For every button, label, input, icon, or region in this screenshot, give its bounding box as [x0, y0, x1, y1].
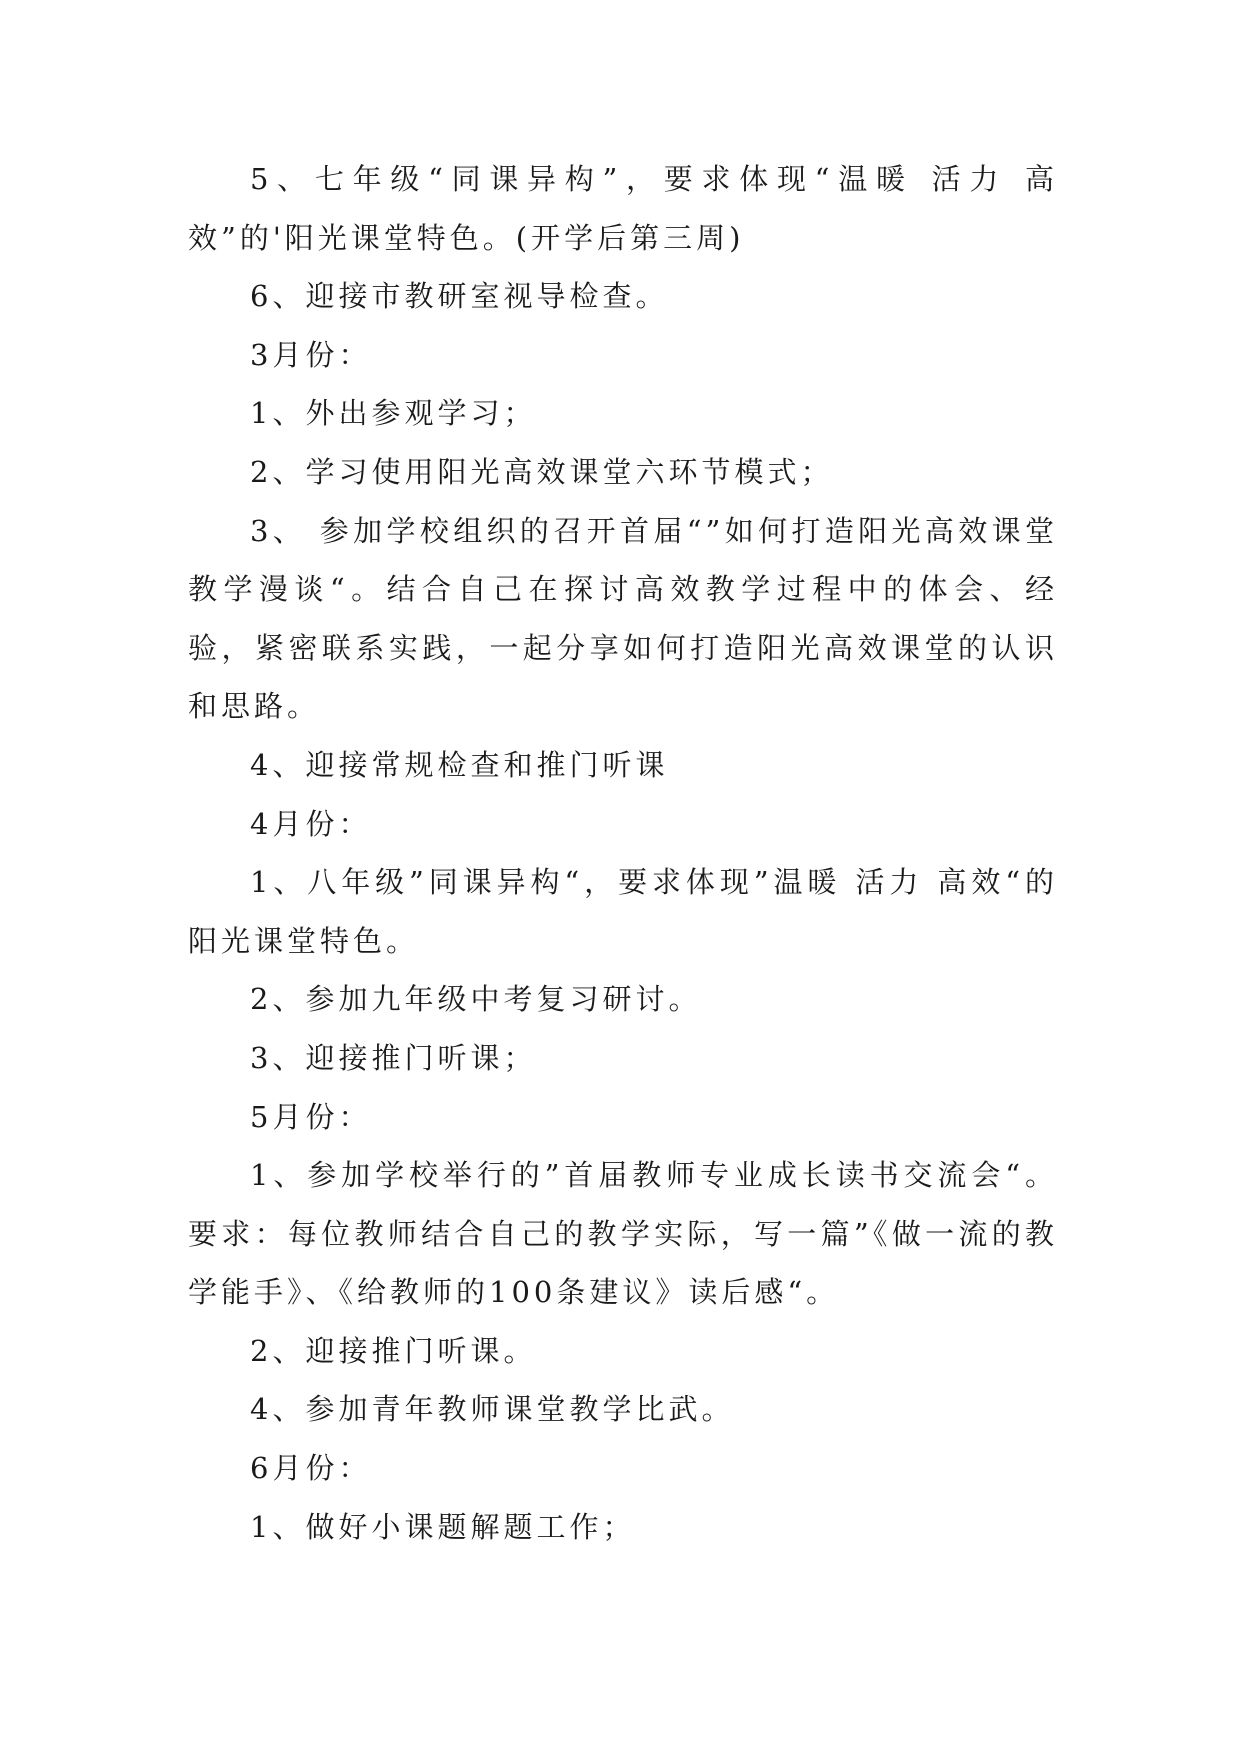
month-heading-may: 5月份： — [250, 1099, 372, 1134]
month-heading-june: 6月份： — [250, 1451, 372, 1486]
paragraph-march-3: 3、 参加学校组织的召开首届“”如何打造阳光高效课堂教学漫谈“。结合自己在探讨高效教学过程中的体会、经验，紧密联系实践，一起分享如何打造阳光高效课堂的认识和思路。 — [188, 513, 1058, 724]
paragraph-march-2: 2、学习使用阳光高效课堂六环节模式； — [250, 454, 834, 489]
paragraph-april-1: 1、八年级”同课异构“，要求体现”温暖 活力 高效“的阳光课堂特色。 — [188, 865, 1058, 958]
paragraph-item-6-inspection: 6、迎接市教研室视导检查。 — [250, 279, 669, 314]
month-heading-march: 3月份： — [250, 337, 372, 372]
month-heading-april: 4月份： — [250, 806, 372, 841]
paragraph-may-1: 1、参加学校举行的”首届教师专业成长读书交流会“。要求：每位教师结合自己的教学实际，写一篇”《做一流的教学能手》、《给教师的100条建议》读后感“。 — [188, 1158, 1058, 1310]
paragraph-april-2: 2、参加九年级中考复习研讨。 — [250, 982, 702, 1017]
paragraph-june-1: 1、做好小课题解题工作； — [250, 1509, 636, 1544]
paragraph-may-2: 2、迎接推门听课。 — [250, 1333, 537, 1368]
paragraph-may-4: 4、参加青年教师课堂教学比武。 — [250, 1392, 735, 1427]
document-body — [188, 150, 1058, 1556]
paragraph-march-1: 1、外出参观学习； — [250, 396, 537, 431]
paragraph-march-4: 4、迎接常规检查和推门听课 — [250, 747, 669, 782]
paragraph-item-5-grade7: 5、七年级“同课异构”，要求体现“温暖 活力 高效”的'阳光课堂特色。(开学后第三周) — [188, 162, 1058, 255]
paragraph-april-3: 3、迎接推门听课； — [250, 1040, 537, 1075]
